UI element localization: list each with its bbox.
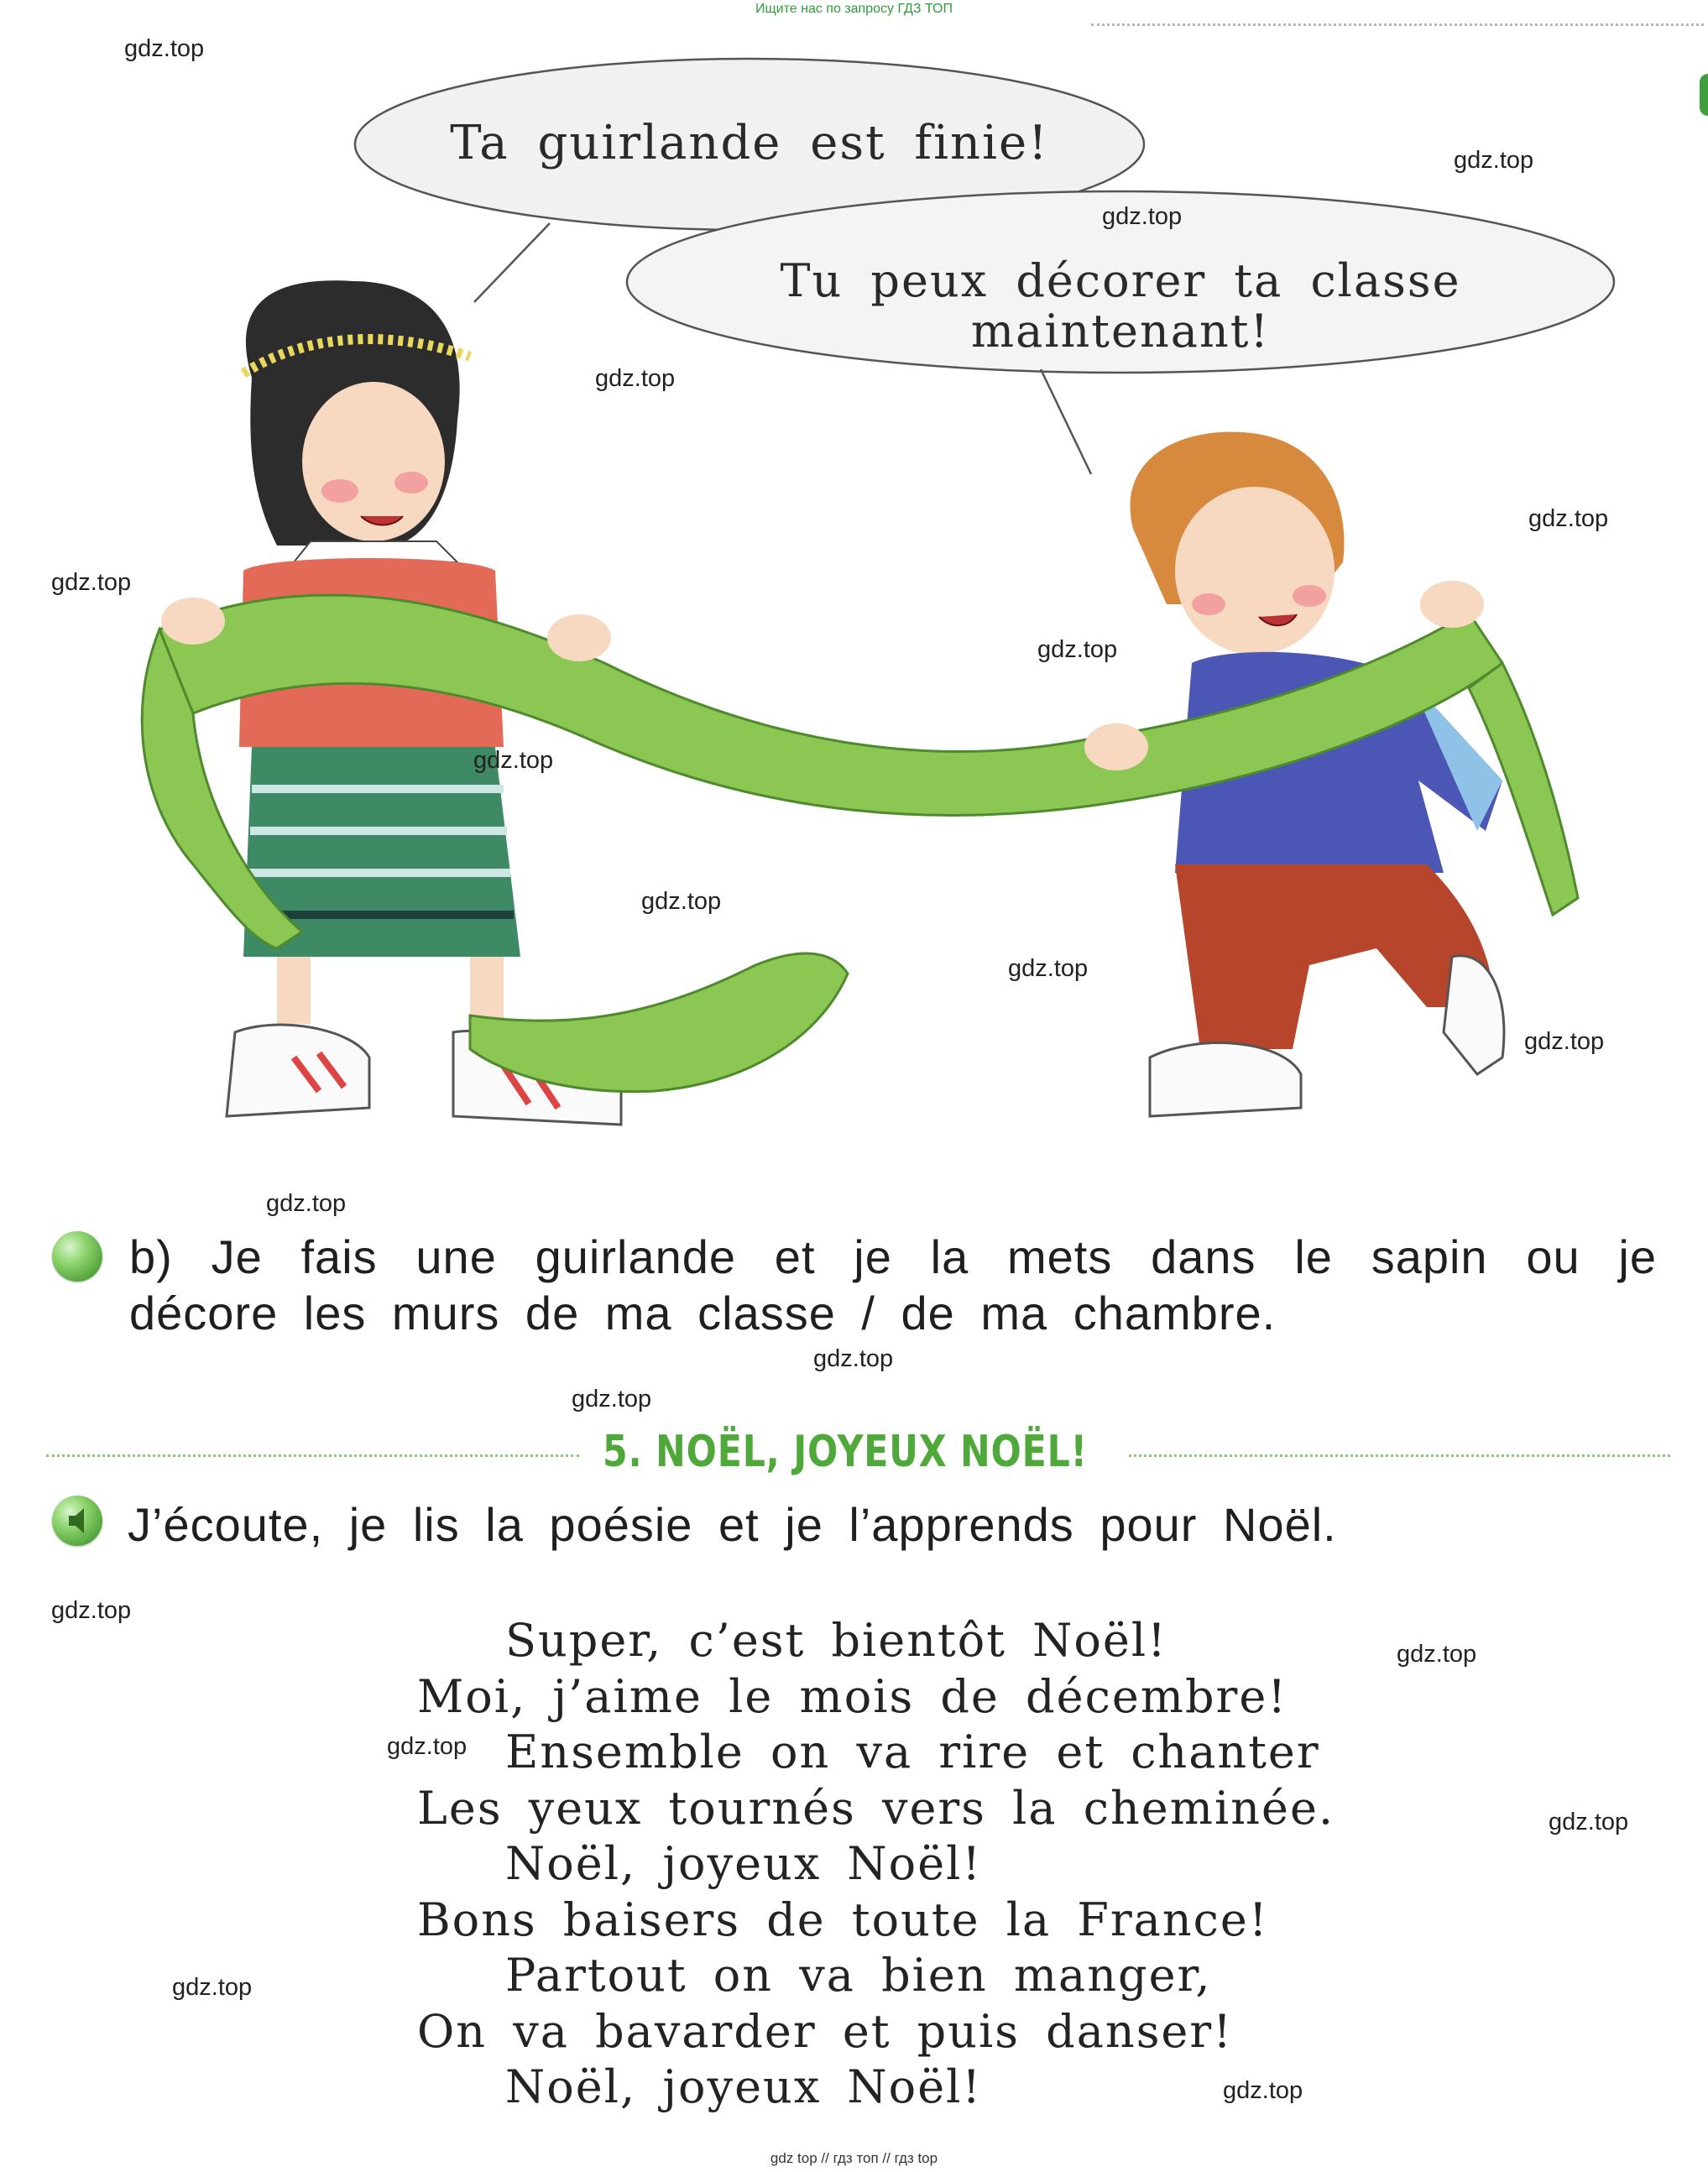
watermark: gdz.top — [1037, 636, 1118, 663]
watermark: gdz.top — [1397, 1641, 1477, 1668]
task-b-line1: b) Je fais une guirlande et je la mets dans le sapin ou je — [129, 1230, 1657, 1283]
illustration-kids-garland — [0, 25, 1708, 1183]
poem-line-6: Bons baisers de toute la France! — [417, 1893, 1269, 1946]
watermark: gdz.top — [172, 1974, 253, 2001]
watermark: gdz.top — [641, 888, 722, 915]
section-title: 5. NOËL, JOYEUX NOËL! — [603, 1427, 1088, 1477]
footer-links[interactable]: gdz top // гдз топ // гдз top — [770, 2150, 938, 2166]
watermark: gdz.top — [124, 35, 205, 62]
watermark: gdz.top — [1008, 955, 1089, 982]
watermark: gdz.top — [1223, 2077, 1303, 2104]
poem-line-2: Moi, j’aime le mois de décembre! — [417, 1670, 1288, 1723]
speaker-icon — [52, 1496, 102, 1546]
watermark: gdz.top — [387, 1733, 467, 1760]
speech-bubble-boy-text-line1: Tu peux décorer ta classe — [780, 254, 1461, 307]
watermark: gdz.top — [595, 365, 676, 392]
poem-line-5: Noël, joyeux Noël! — [505, 1837, 983, 1890]
watermark: gdz.top — [266, 1190, 347, 1217]
watermark: gdz.top — [51, 1597, 132, 1624]
poem-line-8: On va bavarder et puis danser! — [417, 2005, 1233, 2058]
poem-line-3: Ensemble on va rire et chanter — [505, 1726, 1320, 1778]
watermark: gdz.top — [1524, 1028, 1605, 1055]
poem-line-7: Partout on va bien manger, — [505, 1949, 1212, 2002]
watermark: gdz.top — [473, 747, 554, 774]
section-divider-right — [1129, 1454, 1670, 1457]
watermark: gdz.top — [1549, 1809, 1629, 1835]
watermark: gdz.top — [1528, 505, 1609, 532]
task-bullet-icon — [52, 1231, 102, 1282]
task-b-line2: décore les murs de ma classe / de ma chambre. — [129, 1287, 1277, 1339]
speech-bubble-boy-text-line2: maintenant! — [970, 305, 1271, 358]
section-divider-left — [46, 1454, 579, 1457]
audio-speaker-icon[interactable] — [52, 1496, 102, 1546]
speech-bubble-girl-text: Ta guirlande est finie! — [450, 116, 1049, 170]
watermark: gdz.top — [1102, 203, 1183, 230]
poem-line-1: Super, c’est bientôt Noël! — [505, 1614, 1167, 1667]
poem-line-4: Les yeux tournés vers la cheminée. — [417, 1782, 1335, 1835]
poem-line-9: Noël, joyeux Noël! — [505, 2060, 983, 2113]
top-banner[interactable]: Ищите нас по запросу ГДЗ ТОП — [755, 2, 953, 16]
watermark: gdz.top — [572, 1386, 652, 1412]
listen-task-text: J’écoute, je lis la poésie et je l’apprends pour Noël. — [128, 1498, 1337, 1551]
watermark: gdz.top — [1454, 147, 1534, 174]
watermark: gdz.top — [51, 569, 132, 596]
watermark: gdz.top — [813, 1345, 894, 1372]
